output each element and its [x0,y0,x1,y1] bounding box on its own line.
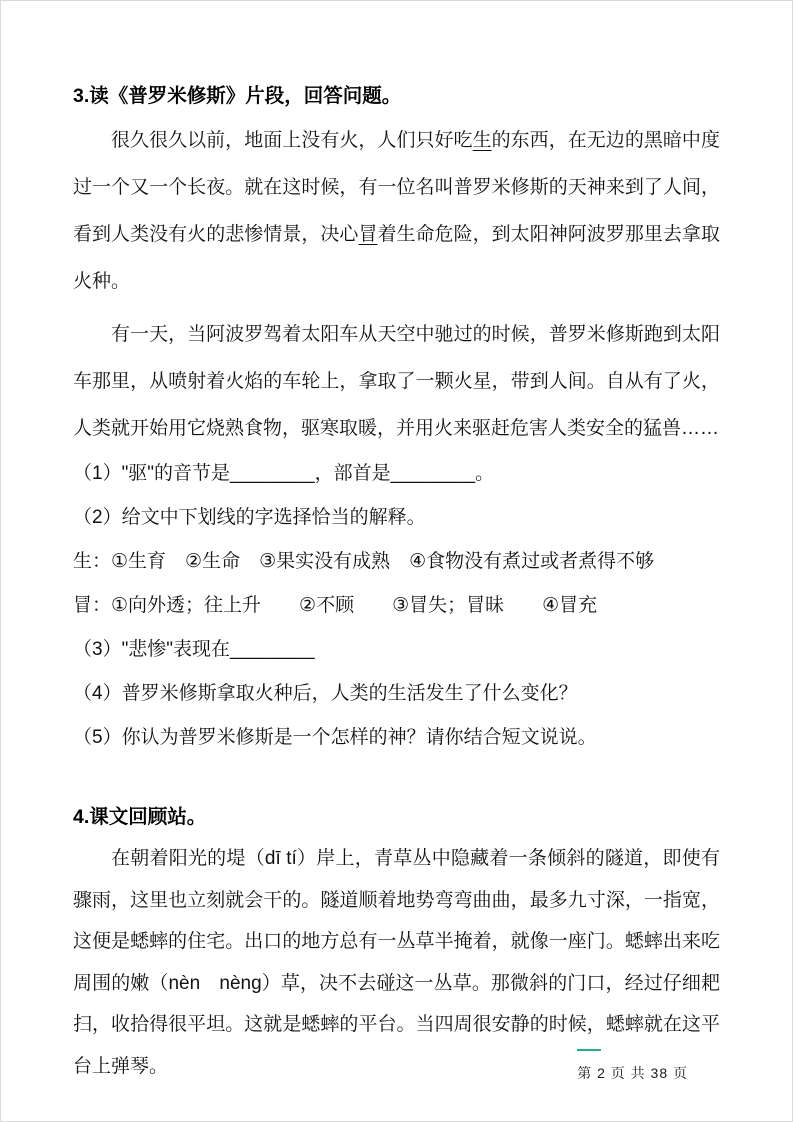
page-number: 第 2 页 共 38 页 [577,1065,688,1081]
text-segment: 在朝着阳光的堤（dī tí）岸上，青草丛中隐藏着一条倾斜的隧道，即使有骤雨，这里也立刻就会干的。隧道顺着地势弯弯曲曲，最多九寸深，一指宽，这便是蟋蟀的住宅。出口的地方总有一丛草半掩着，就像一座门。蟋蟀出来吃周围的嫩（nèn nèng）草，决不去碰这一丛草。那微斜的门口，经过仔细耙扫，收拾得很平坦。这就是蟋蟀的平台。当四周很安静的时候，蟋蟀就在这平台上弹琴。 [73,848,720,1077]
question-2: （2）给文中下划线的字选择恰当的解释。 [73,507,426,528]
question-4: （4）普罗米修斯拿取火种后，人类的生活发生了什么变化？ [73,683,578,704]
section-4-heading: 4.课文回顾站。 [73,806,207,828]
document-content [1,1,792,1087]
option-line-sheng: 生：①生育 ②生命 ③果实没有成熟 ④食物没有煮过或者煮得不够 [73,551,655,572]
page-footer [577,1049,688,1083]
question-5: （5）你认为普罗米修斯是一个怎样的神？请你结合短文说说。 [73,727,597,748]
option-line-mao: 冒：①向外透；往上升 ②不顾 ③冒失；冒昧 ④冒充 [73,595,598,616]
prometheus-paragraph-2 [73,311,720,452]
teal-underline-mark [577,1049,601,1051]
section-3-heading: 3.读《普罗米修斯》片段，回答问题。 [73,85,402,107]
underlined-character: 冒 [358,224,378,245]
text-segment: 很久很久以前，地面上没有火，人们只好吃 [111,130,473,151]
text-segment: 有一天，当阿波罗驾着太阳车从天空中驰过的时候，普罗米修斯跑到太阳车那里，从喷射着火焰的车轮上，拿取了一颗火星，带到人间。自从有了火，人类就开始用它烧熟食物，驱寒取暖，并用火来驱赶危害人类安全的猛兽…… [73,324,720,439]
question-3: （3）"悲惨"表现在________ [73,639,315,660]
text-segment: 着生命危险，到太阳神阿波罗那里去拿取火种。 [73,224,720,292]
prometheus-paragraph-1 [73,117,720,305]
question-1: （1）"驱"的音节是________，部首是________。 [73,463,495,484]
text-segment: 的东西，在无边的黑暗中度过一个又一个长夜。就在这时候，有一位名叫普罗米修斯的天神来到了人间，看到人类没有火的悲惨情景，决心 [73,130,720,245]
underlined-character: 生 [472,130,492,151]
